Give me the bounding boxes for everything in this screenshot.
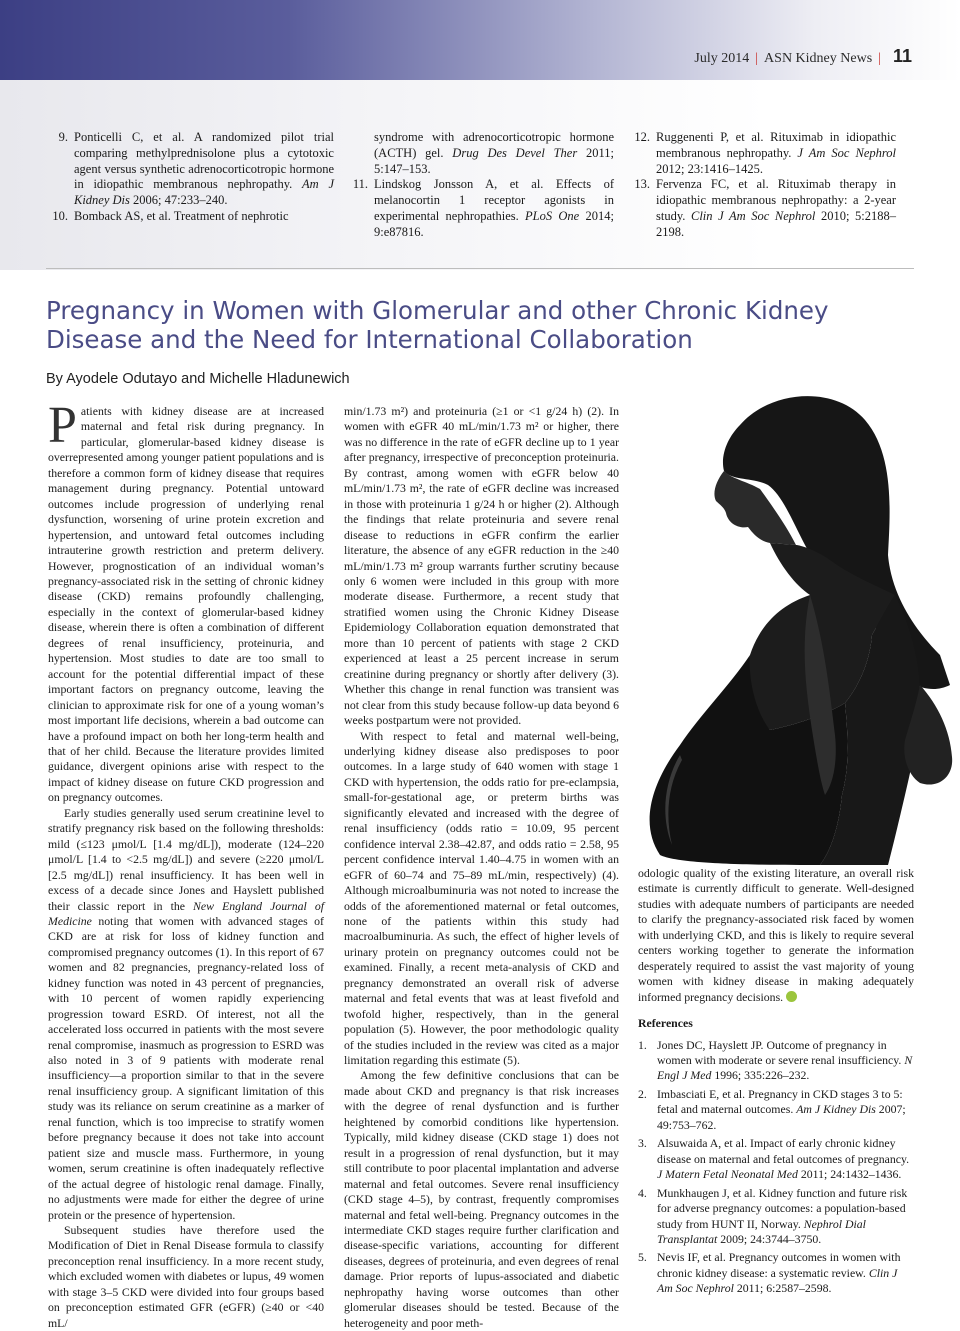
paragraph: With respect to fetal and maternal well-being, underlying kidney disease also predisposes to poor outcomes. In a large study of 640 women with stage 1 CKD with hypertension, the odds ratio for pre-eclampsia, small-for-gestational age, or preterm births was significantly elevated and increased with the degree of renal insufficiency (odds ratio = 10.09, 95 percent confidence interval 2.38–42.87, and odds ratio = 2.58, 95 percent confidence interval 1.40–4.75 in women with an eGFR of 60–74 and 75–89 mL/min, respectively) (4). Although microalbuminuria was not noted to increase the odds of the aforementioned maternal or fetal outcomes, none of the patients within this study had macroalbuminuria. As such, the effect of higher levels of urinary protein on pregnancy outcomes could not be examined. Finally, a recent meta-analysis of CKD and pregnancy demonstrated an overall risk of adverse maternal and fetal events that was at least fivefold and twofold higher, respectively, than in the general population (5). However, the poor methodologic quality of the studies included in the review was cited as a major limitation regarding this estimate (5).	[344, 728, 619, 1068]
reference-item: 12. Ruggenenti P, et al. Rituximab in idiopathic membranous nephropathy. J Am Soc Nephrol 2012; 23:1416–1425.	[634, 130, 896, 176]
article-column-3	[638, 866, 914, 1300]
reference-item: 10. Bomback AS, et al. Treatment of nephrotic	[52, 208, 289, 223]
reference-item: 4. Munkhaugen J, et al. Kidney function and future risk for adverse pregnancy outcomes: a population-based study from HUNT II, Norway. Nephrol Dial Transplantat 2009; 24:3744–3750.	[638, 1185, 908, 1246]
paragraph: Subsequent studies have therefore used the Modification of Diet in Renal Disease formula to classify preconception renal insufficiency. In a more recent study, which excluded women with diabetes or lupus, 49 women with stage 3–5 CKD were divided into four groups based on preconception estimated GFR (eGFR) (≥40 or <40 mL/	[48, 1223, 324, 1330]
header-separator: |	[755, 51, 759, 66]
reference-item: 3. Alsuwaida A, et al. Impact of early chronic kidney disease on maternal and fetal outcomes of pregnancy. J Matern Fetal Neonatal Med 2011; 24:1432–1436.	[638, 1136, 910, 1182]
reference-item: 2. Imbasciati E, et al. Pregnancy in CKD stages 3 to 5: fetal and maternal outcomes. Am J Kidney Dis 2007; 49:753–762.	[638, 1086, 906, 1132]
article-title: Pregnancy in Women with Glomerular and other Chronic Kidney Disease and the Need for International Collaboration	[46, 296, 829, 354]
end-marker-icon	[786, 991, 797, 1002]
running-header	[694, 46, 912, 67]
article-column-1	[48, 397, 324, 1331]
top-references-col1	[46, 130, 334, 225]
references-heading: References	[638, 1016, 693, 1031]
publication-name: ASN Kidney News	[764, 51, 873, 66]
section-divider	[46, 268, 914, 269]
reference-item: 5. Nevis IF, et al. Pregnancy outcomes in women with chronic kidney disease: a systematic review. Clin J Am Soc Nephrol 2011; 6:2587–2598.	[638, 1250, 901, 1296]
article-column-2	[344, 404, 619, 1331]
paragraph: odologic quality of the existing literature, an overall risk estimate is currently difficult to generate. Well-designed studies with adequate numbers of participants are needed to clarify the pregnancy-associated risk faced by women with underlying CKD, and this is likely to require several centers working together to generate the information desperately required to assist the vast majority of young women with kidney disease in making adequately informed pregnancy decisions.	[638, 866, 914, 1004]
reference-item: 1. Jones DC, Hayslett JP. Outcome of pregnancy in women with moderate or severe renal insufficiency. N Engl J Med 1996; 335:226–232.	[638, 1037, 913, 1083]
top-references-col3	[628, 130, 896, 241]
paragraph: Patients with kidney disease are at increased maternal and fetal risk during pregnancy. In particular, glomerular-based kidney disease is overrepresented among younger patient populations and is therefore a common form of kidney disease that requires management during pregnancy. Potential untoward outcomes include progression of underlying renal dysfunction, worsening of urine protein excretion and hypertension, and untoward fetal outcomes including intrauterine growth restriction and preterm delivery. However, prognostication of an individual woman’s pregnancy-associated risk in the setting of chronic kidney disease (CKD) remains profoundly challenging, especially in the context of glomerular-based kidney disease, wherein there is often a combination of different degrees of renal insufficiency, proteinuria, and hypertension. Most studies to date are too small to account for the potential differential impact of these important factors on pregnancy outcome, leaving the clinician to approximate risk for one of a young woman’s most important life decisions, wherein a bad outcome can have a profound impact on both her long-term health and that of her child. Because the literature provides limited guidance, divergent opinions arise with respect to the impact of kidney disease on future CKD progression and on pregnancy outcomes.	[48, 397, 324, 805]
reference-item: 11. Lindskog Jonsson A, et al. Effects of melanocortin 1 receptor agonists in experimental nephropathies. PLoS One 2014; 9:e87816.	[352, 177, 614, 239]
top-references-col2	[346, 130, 614, 241]
pregnant-woman-silhouette-photo	[620, 385, 960, 865]
paragraph: min/1.73 m²) and proteinuria (≥1 or <1 g/24 h) (2). In women with eGFR 40 mL/min/1.73 m² or higher, there was no difference in the rate of eGFR decline up to 1 year after pregnancy, irrespective of preconception proteinuria. By contrast, among women with eGFR below 40 mL/min/1.73 m², the rate of eGFR decline was increased in those with proteinuria 1 g/24 h or higher (2). Although the findings that relate proteinuria and severe renal disease to reductions in eGFR confirm the earlier literature, the absence of any eGFR reduction in the ≥40 mL/min/1.73 m² group warrants further scrutiny because only 6 women were included in this group with more moderate disease. Furthermore, a recent study that stratified women using the Chronic Kidney Disease Epidemiology Collaboration equation demonstrated that more than 10 percent of patients with stage 2 CKD experienced at least a 25 percent increase in serum creatinine during pregnancy or shortly after delivery (3). Whether this change in renal function was transient was not clear from this study because follow-up data beyond 6 weeks postpartum were not provided.	[344, 404, 619, 728]
reference-item: 13. Fervenza FC, et al. Rituximab therapy in idiopathic membranous nephropathy: a 2-year study. Clin J Am Soc Nephrol 2010; 5:2188–2198.	[634, 177, 896, 239]
reference-item: 9. Ponticelli C, et al. A randomized pilot trial comparing methylprednisolone plus a cytotoxic agent versus synthetic adrenocorticotropic hormone in idiopathic membranous nephropathy. Am J Kidney Dis 2006; 47:233–240.	[58, 130, 334, 208]
page-number: 11	[892, 46, 912, 66]
issue-date: July 2014	[694, 51, 750, 66]
references-list	[638, 1038, 914, 1297]
drop-cap: P	[48, 397, 77, 454]
header-separator: |	[878, 51, 881, 66]
header-band	[0, 0, 960, 80]
paragraph: Among the few definitive conclusions that can be made about CKD and pregnancy is that risk increases with the degree of renal dysfunction and is further heightened by comorbid conditions like hypertension. Typically, mild kidney disease (CKD stage 1) does not result in a progression of renal dysfunction, but it may still contribute to poor placental implantation and adverse maternal and fetal outcomes. Severe renal insufficiency (CKD stage 4–5), by contrast, frequently compromises maternal and fetal well-being. Pregnancy outcomes in the intermediate CKD stages require further clarification and disease-specific variations, accounting for different diseases, degrees of proteinuria, and even degrees of renal damage. Prior reports of lupus-associated and diabetic nephropathy having worse outcomes than other glomerular diseases should be tested. Because of the heterogeneity and poor meth-	[344, 1068, 619, 1330]
reference-item: syndrome with adrenocorticotropic hormone (ACTH) gel. Drug Des Devel Ther 2011; 5:147–153.	[374, 130, 615, 176]
article-byline: By Ayodele Odutayo and Michelle Hladunewich	[46, 371, 350, 387]
paragraph: Early studies generally used serum creatinine level to stratify pregnancy risk based on the following thresholds: mild (≤123 μmol/L [1.4 mg/dL]), moderate (124–220 μmol/L [1.4 to <2.5 mg/dL]) and severe (≥220 μmol/L [2.5 mg/dL]) renal insufficiency. It has been well in excess of a decade since Jones and Hayslett published their classic report in the New England Journal of Medicine noting that women with advanced stages of CKD are at risk for loss of kidney function and compromised pregnancy outcomes (1). In this report of 67 women and 82 pregnancies, pregnancy-related loss of kidney function was noted in 43 percent of pregnancies, with 10 percent of women rapidly experiencing progression toward ESRD. Of interest, not all the accelerated loss occurred in patients with the most severe renal compromise, inasmuch as progression to ESRD was also noted in 3 of 9 patients with moderate renal insufficiency—a proportion similar to that in the severe renal insufficiency group. A significant limitation of this study was its reliance on serum creatinine as a marker of renal function, which is too imprecise to stratify women before pregnancy because it does not take into account patient size and muscle mass. Furthermore, in young women, serum creatinine is often inadequately reflective of the actual degree of histologic renal damage. Finally, no adjustments were made for either the degree of urine protein or the presence of hypertension.	[48, 805, 324, 1222]
